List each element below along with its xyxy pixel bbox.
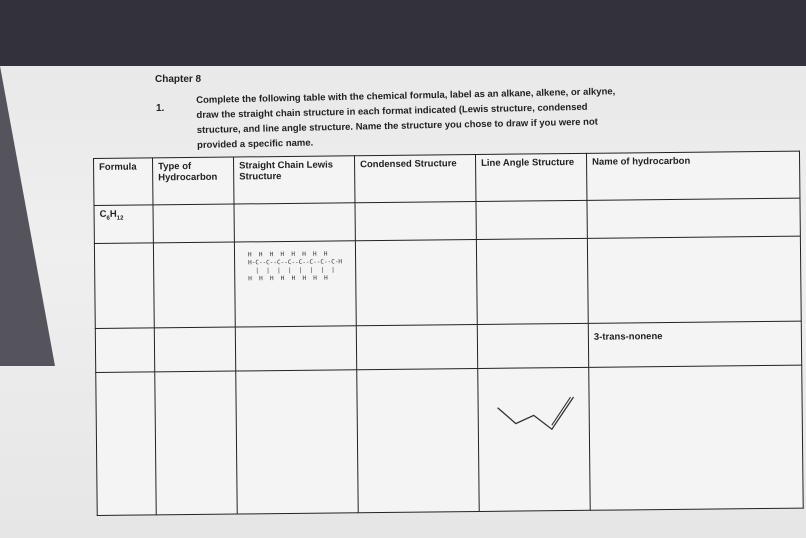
header-name: Name of hydrocarbon	[586, 151, 799, 200]
table-row	[96, 365, 803, 515]
question-line: provided a specific name.	[196, 137, 314, 151]
question-line: draw the straight chain structure in each format indicated (Lewis structure, condensed	[196, 101, 588, 121]
question-text	[196, 83, 697, 153]
lewis-cell	[234, 203, 355, 242]
name-cell	[587, 236, 801, 324]
formula-cell	[95, 328, 154, 372]
condensed-cell	[357, 369, 479, 513]
chapter-heading: Chapter 8	[155, 74, 202, 85]
header-formula: Formula	[94, 158, 153, 206]
header-condensed: Condensed Structure	[354, 154, 475, 202]
header-lewis: Straight Chain Lewis Structure	[233, 156, 354, 204]
line-angle-cell	[476, 200, 587, 239]
top-dark-bar	[0, 0, 806, 66]
hydrocarbon-table	[93, 151, 804, 516]
line-angle-cell	[476, 238, 588, 325]
formula-cell	[94, 243, 154, 329]
question-line: Complete the following table with the chemical formula, label as an alkane, alkene, or alkyne,	[196, 86, 616, 106]
header-line-angle: Line Angle Structure	[475, 153, 586, 201]
hydrocarbon-table-container	[93, 151, 806, 518]
type-cell	[153, 204, 234, 243]
type-cell	[154, 327, 235, 372]
condensed-cell	[355, 239, 477, 326]
lewis-cell	[236, 370, 358, 514]
name-cell: 3-trans-nonene	[588, 322, 801, 368]
lewis-cell	[235, 326, 356, 371]
type-cell	[153, 242, 235, 328]
condensed-cell	[355, 201, 476, 240]
lewis-cell	[234, 241, 356, 328]
question-line: structure, and line angle structure. Name the structure you chose to draw if you were not	[196, 116, 599, 136]
formula-cell: $C_6H_{12}$	[94, 205, 153, 243]
line-angle-cell	[478, 368, 590, 512]
line-angle-drawing	[493, 389, 584, 440]
question-number: 1.	[156, 103, 165, 114]
table-row	[94, 236, 801, 329]
line-angle-cell	[477, 324, 588, 369]
condensed-cell	[356, 325, 477, 370]
lewis-structure: H H H H H H H H H-C--C--C--C--C--C--C--C-H | | | | | | | | H H H H H H H H	[247, 250, 343, 283]
name-cell	[589, 365, 803, 510]
type-cell	[155, 371, 237, 515]
paper-shadow-edge	[0, 66, 55, 366]
header-type: Type of Hydrocarbon	[153, 157, 234, 205]
formula-cell	[96, 372, 156, 515]
name-cell	[587, 198, 800, 238]
table-header-row	[94, 151, 800, 205]
table-row	[95, 322, 801, 373]
